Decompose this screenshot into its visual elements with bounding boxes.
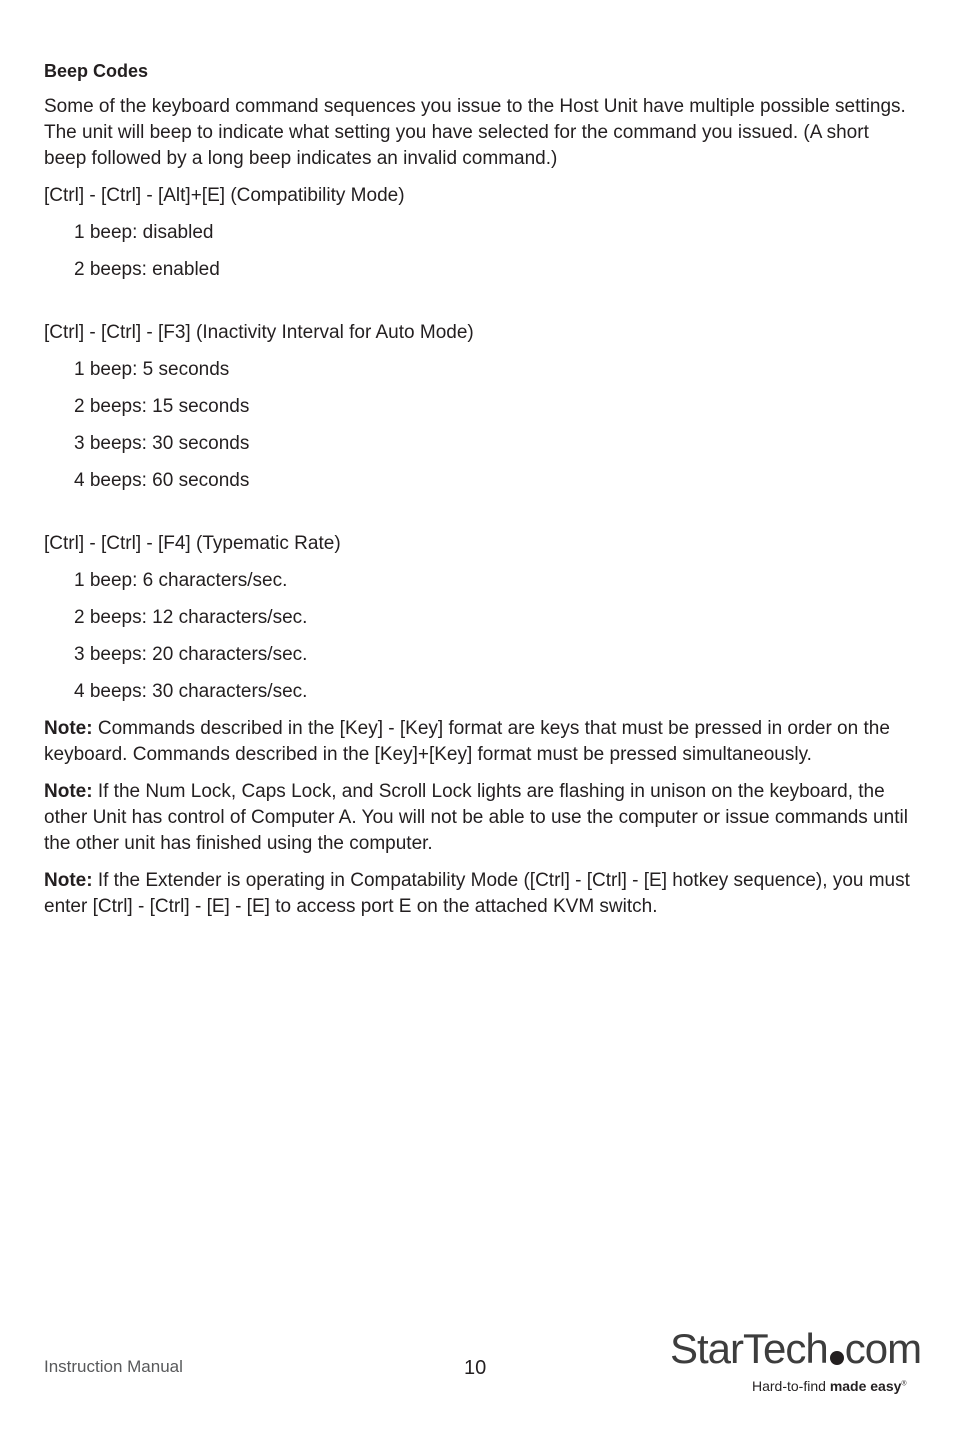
beep-item: 1 beep: 6 characters/sec.: [74, 570, 288, 591]
note-paragraph: [44, 779, 910, 857]
note-text: Commands described in the [Key] - [Key] format are keys that must be pressed in order on the keyboard. Commands described in the [Key]+[Key] format must be pressed simultaneously.: [44, 718, 890, 765]
logo-tagline: [752, 1378, 907, 1394]
beep-item: 2 beeps: 15 seconds: [74, 396, 250, 417]
beep-item: 1 beep: disabled: [74, 222, 214, 243]
note-paragraph: [44, 868, 910, 920]
page-number: 10: [464, 1357, 487, 1379]
beep-item: 4 beeps: 30 characters/sec.: [74, 681, 308, 702]
logo-dot-icon: [830, 1351, 844, 1365]
intro-paragraph: Some of the keyboard command sequences you issue to the Host Unit have multiple possible settings. The unit will beep to indicate what setting you have selected for the command you issued. (A short beep followed by a long beep indicates an invalid command.): [44, 96, 906, 169]
beep-item: 3 beeps: 20 characters/sec.: [74, 644, 308, 665]
command-group-typematic: [44, 531, 910, 705]
beep-item: 3 beeps: 30 seconds: [74, 433, 250, 454]
registered-mark: ®: [901, 1380, 907, 1388]
startech-logo: [670, 1324, 920, 1404]
note-text: If the Num Lock, Caps Lock, and Scroll Lock lights are flashing in unison on the keyboard, the other Unit has control of Computer A. You will not be able to use the computer or issue commands until the other unit has finished using the computer.: [44, 781, 908, 854]
beep-item: 2 beeps: enabled: [74, 259, 220, 280]
note-label: Note:: [44, 718, 93, 739]
command-group-inactivity: [44, 320, 910, 494]
footer-manual-label: Instruction Manual: [44, 1357, 183, 1376]
beep-item: 2 beeps: 12 characters/sec.: [74, 607, 308, 628]
tagline-regular: Hard-to-find: [752, 1378, 830, 1394]
logo-wordmark: [670, 1324, 921, 1374]
beep-item: 1 beep: 5 seconds: [74, 359, 230, 380]
note-label: Note:: [44, 781, 93, 802]
tagline-bold: made easy: [829, 1378, 902, 1394]
logo-text-left: StarTech: [670, 1325, 828, 1372]
beep-item: 4 beeps: 60 seconds: [74, 470, 250, 491]
command-group-compatibility: [44, 183, 910, 283]
command-line: [Ctrl] - [Ctrl] - [Alt]+[E] (Compatibility Mode): [44, 185, 405, 206]
spacer: [44, 505, 910, 531]
note-paragraph: [44, 716, 910, 768]
spacer: [44, 294, 910, 320]
logo-text-right: com: [844, 1325, 922, 1372]
section-heading: Beep Codes: [44, 61, 149, 81]
note-label: Note:: [44, 870, 93, 891]
note-text: If the Extender is operating in Compatability Mode ([Ctrl] - [Ctrl] - [E] hotkey sequence), you must enter [Ctrl] - [Ctrl] - [E] - [E] to access port E on the attached KVM switch.: [44, 870, 910, 917]
command-line: [Ctrl] - [Ctrl] - [F4] (Typematic Rate): [44, 533, 341, 554]
command-line: [Ctrl] - [Ctrl] - [F3] (Inactivity Interval for Auto Mode): [44, 322, 474, 343]
document-body: [44, 58, 910, 931]
